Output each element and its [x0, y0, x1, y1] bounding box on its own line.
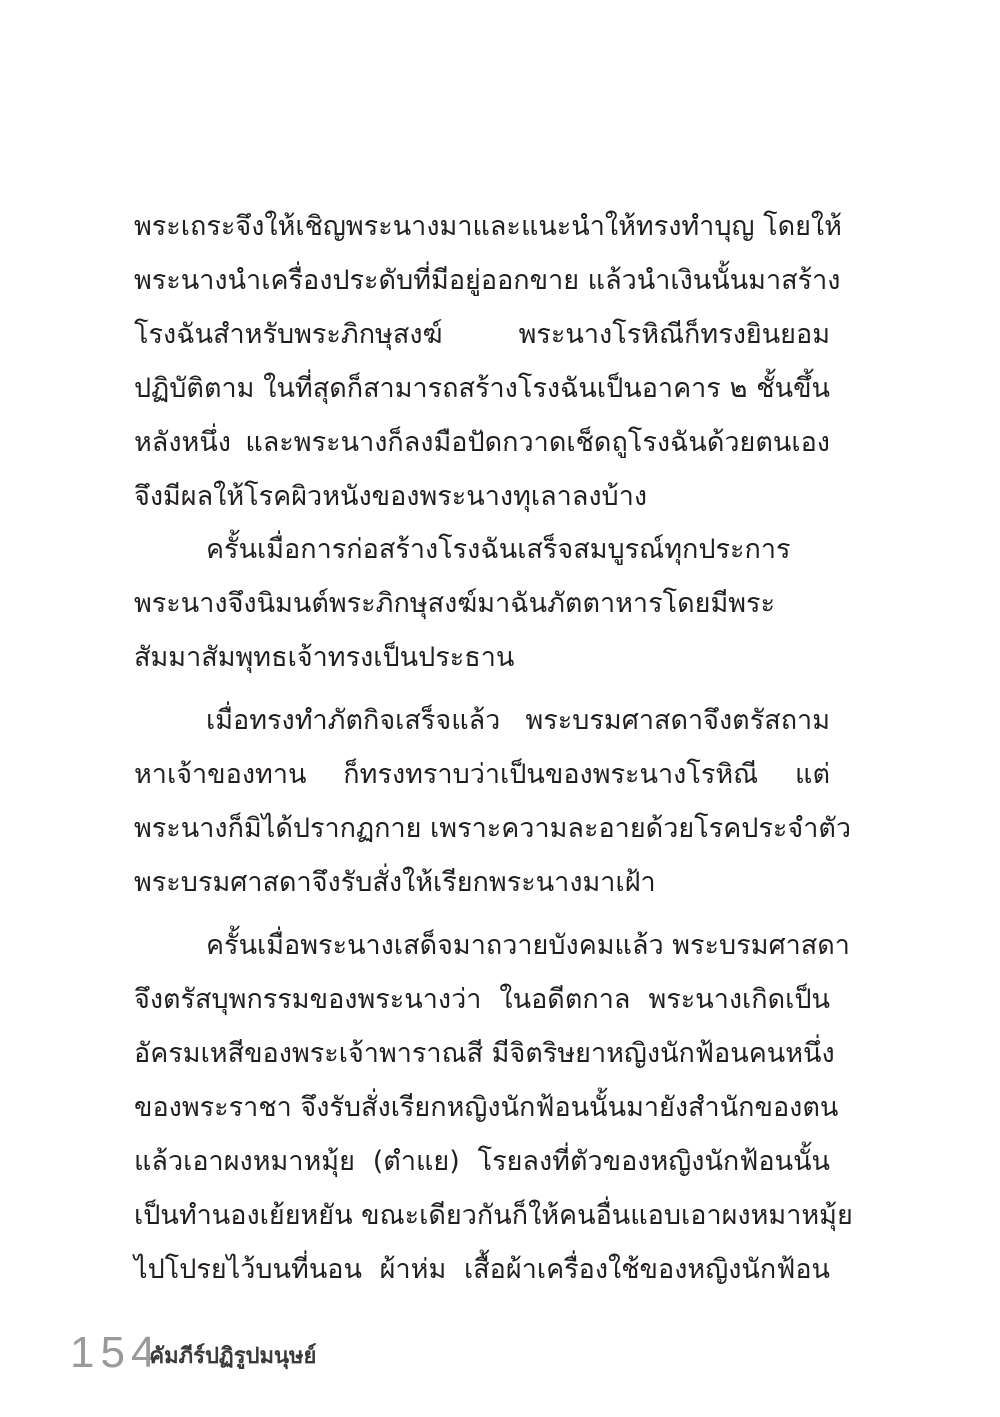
text-line: หลังหนึ่ง และพระนางก็ลงมือปัดกวาดเช็ดถูโรงฉันด้วยตนเอง [134, 427, 830, 458]
page-number: 154 [70, 1328, 162, 1377]
paragraph-1 [134, 200, 842, 524]
text-line: ครั้นเมื่อพระนางเสด็จมาถวายบังคมแล้ว พระบรมศาสดา [206, 930, 850, 961]
page-footer [70, 1318, 316, 1378]
text-line: พระเถระจึงให้เชิญพระนางมาและแนะนำให้ทรงทำบุญ โดยให้ [134, 211, 842, 242]
text-line: พระนางนำเครื่องประดับที่มีอยู่ออกขาย แล้วนำเงินนั้นมาสร้าง [134, 265, 841, 296]
paragraph-2 [134, 523, 830, 685]
text-line: พระบรมศาสดาจึงรับสั่งให้เรียกพระนางมาเฝ้า [134, 867, 656, 898]
book-title: คัมภีร์ปฏิรูปมนุษย์ [149, 1344, 317, 1369]
paragraph-4 [134, 919, 853, 1297]
text-line: พระนางก็มิได้ปรากฏกาย เพราะความละอายด้วยโรคประจำตัว [134, 813, 852, 844]
text-line: อัครมเหสีของพระเจ้าพาราณสี มีจิตริษยาหญิงนักฟ้อนคนหนึ่ง [134, 1038, 835, 1069]
text-line: โรงฉันสำหรับพระภิกษุสงฆ์ พระนางโรหิณีก็ทรงยินยอม [134, 319, 830, 350]
text-line: ปฏิบัติตาม ในที่สุดก็สามารถสร้างโรงฉันเป็นอาคาร ๒ ชั้นขึ้น [134, 373, 830, 404]
text-line: สัมมาสัมพุทธเจ้าทรงเป็นประธาน [134, 642, 515, 673]
text-line: จึงมีผลให้โรคผิวหนังของพระนางทุเลาลงบ้าง [134, 481, 648, 512]
text-line: เมื่อทรงทำภัตกิจเสร็จแล้ว พระบรมศาสดาจึงตรัสถาม [206, 705, 830, 736]
text-line: แล้วเอาผงหมาหมุ้ย (ตำแย) โรยลงที่ตัวของหญิงนักฟ้อนนั้น [134, 1146, 830, 1177]
text-line: พระนางจึงนิมนต์พระภิกษุสงฆ์มาฉันภัตตาหารโดยมีพระ [134, 588, 776, 619]
text-line: เป็นทำนองเย้ยหยัน ขณะเดียวกันก็ให้คนอื่นแอบเอาผงหมาหมุ้ย [134, 1200, 853, 1231]
text-line: จึงตรัสบุพกรรมของพระนางว่า ในอดีตกาล พระนางเกิดเป็น [134, 984, 830, 1015]
text-line: ครั้นเมื่อการก่อสร้างโรงฉันเสร็จสมบูรณ์ทุกประการ [206, 534, 791, 565]
text-line: ของพระราชา จึงรับสั่งเรียกหญิงนักฟ้อนนั้นมายังสำนักของตน [134, 1092, 839, 1123]
text-line: ไปโปรยไว้บนที่นอน ผ้าห่ม เสื้อผ้าเครื่องใช้ของหญิงนักฟ้อน [134, 1254, 830, 1285]
paragraph-3 [134, 694, 852, 910]
text-line: หาเจ้าของทาน ก็ทรงทราบว่าเป็นของพระนางโรหิณี แต่ [134, 759, 830, 790]
